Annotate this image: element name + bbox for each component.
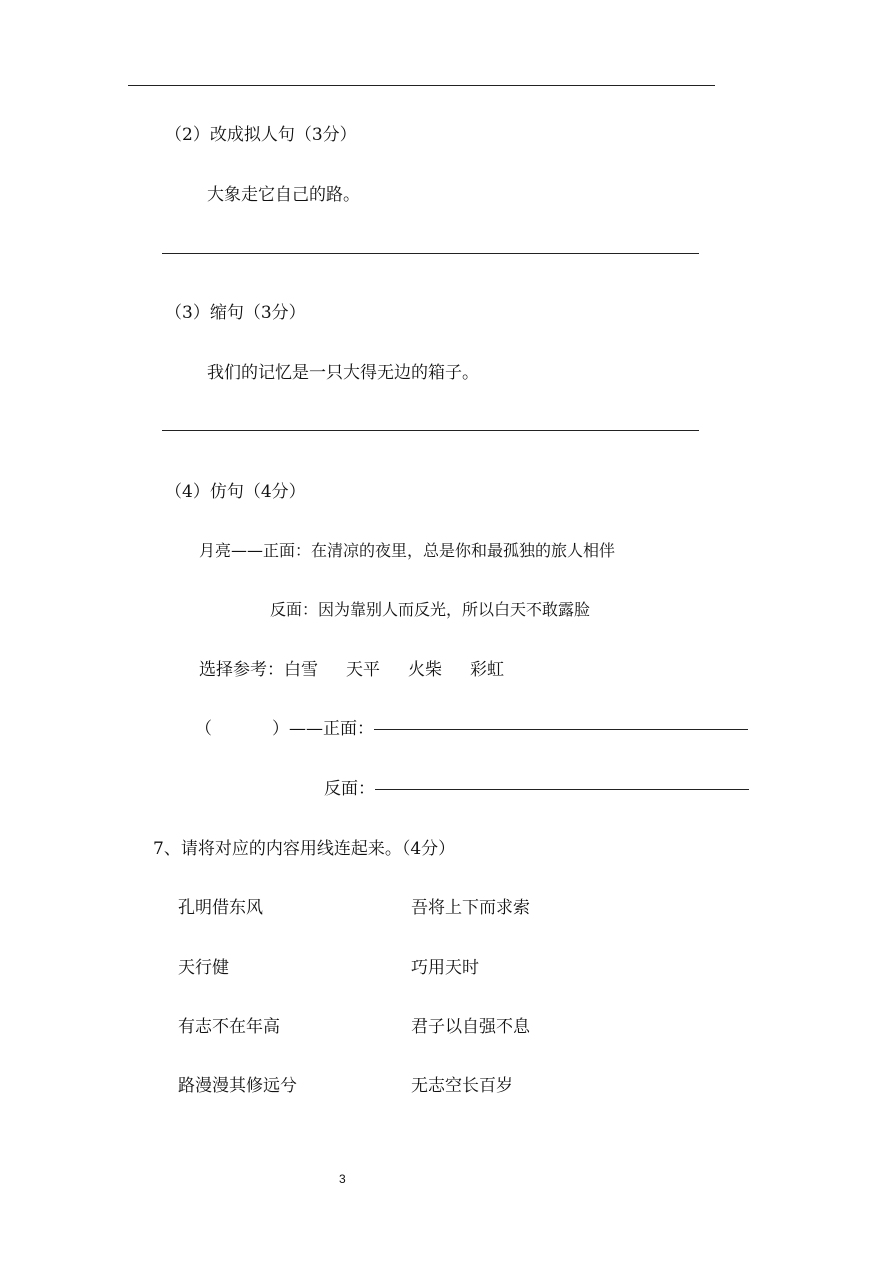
q4-back-label: 反面：: [324, 779, 375, 799]
q4-example-front: 月亮——正面：在清凉的夜里，总是你和最孤独的旅人相伴: [199, 541, 616, 560]
q4-back-answer-line: [375, 789, 749, 790]
q4-options: [199, 659, 504, 681]
q4-example-back: 反面：因为靠别人而反光，所以白天不敢露脸: [270, 600, 591, 619]
q4-back-blank-row: [324, 778, 749, 800]
q4-front-answer-line: [374, 729, 748, 730]
q4-blank-open: （: [195, 719, 212, 739]
page-number: 3: [339, 1172, 346, 1186]
q7-right-item: 巧用天时: [411, 958, 479, 978]
q4-option: 天平: [346, 660, 380, 680]
q4-option: 白雪: [284, 660, 318, 680]
answer-line-top: [128, 85, 715, 86]
q2-sentence: 大象走它自己的路。: [207, 185, 360, 205]
q7-right-item: 无志空长百岁: [411, 1076, 513, 1096]
q7-left-item: 有志不在年高: [178, 1017, 280, 1037]
q7-heading: 7、请将对应的内容用线连起来。（4分）: [153, 839, 456, 859]
q3-heading: （3）缩句（3分）: [165, 303, 306, 323]
q4-option: 火柴: [408, 660, 442, 680]
q7-left-item: 孔明借东风: [178, 898, 263, 918]
q3-answer-line: [162, 430, 699, 431]
q2-answer-line: [162, 253, 699, 254]
q7-left-item: 天行健: [178, 958, 229, 978]
q7-left-item: 路漫漫其修远兮: [178, 1076, 297, 1096]
q4-option: 彩虹: [470, 660, 504, 680]
q4-blank-close: ）——正面：: [272, 719, 374, 739]
q7-right-item: 吾将上下而求索: [411, 898, 530, 918]
q4-heading: （4）仿句（4分）: [165, 482, 306, 502]
q4-front-blank-row: [195, 718, 748, 740]
q7-right-item: 君子以自强不息: [411, 1017, 530, 1037]
q2-heading: （2）改成拟人句（3分）: [165, 125, 357, 145]
q4-options-label: 选择参考：: [199, 660, 284, 680]
q3-sentence: 我们的记忆是一只大得无边的箱子。: [207, 363, 479, 383]
